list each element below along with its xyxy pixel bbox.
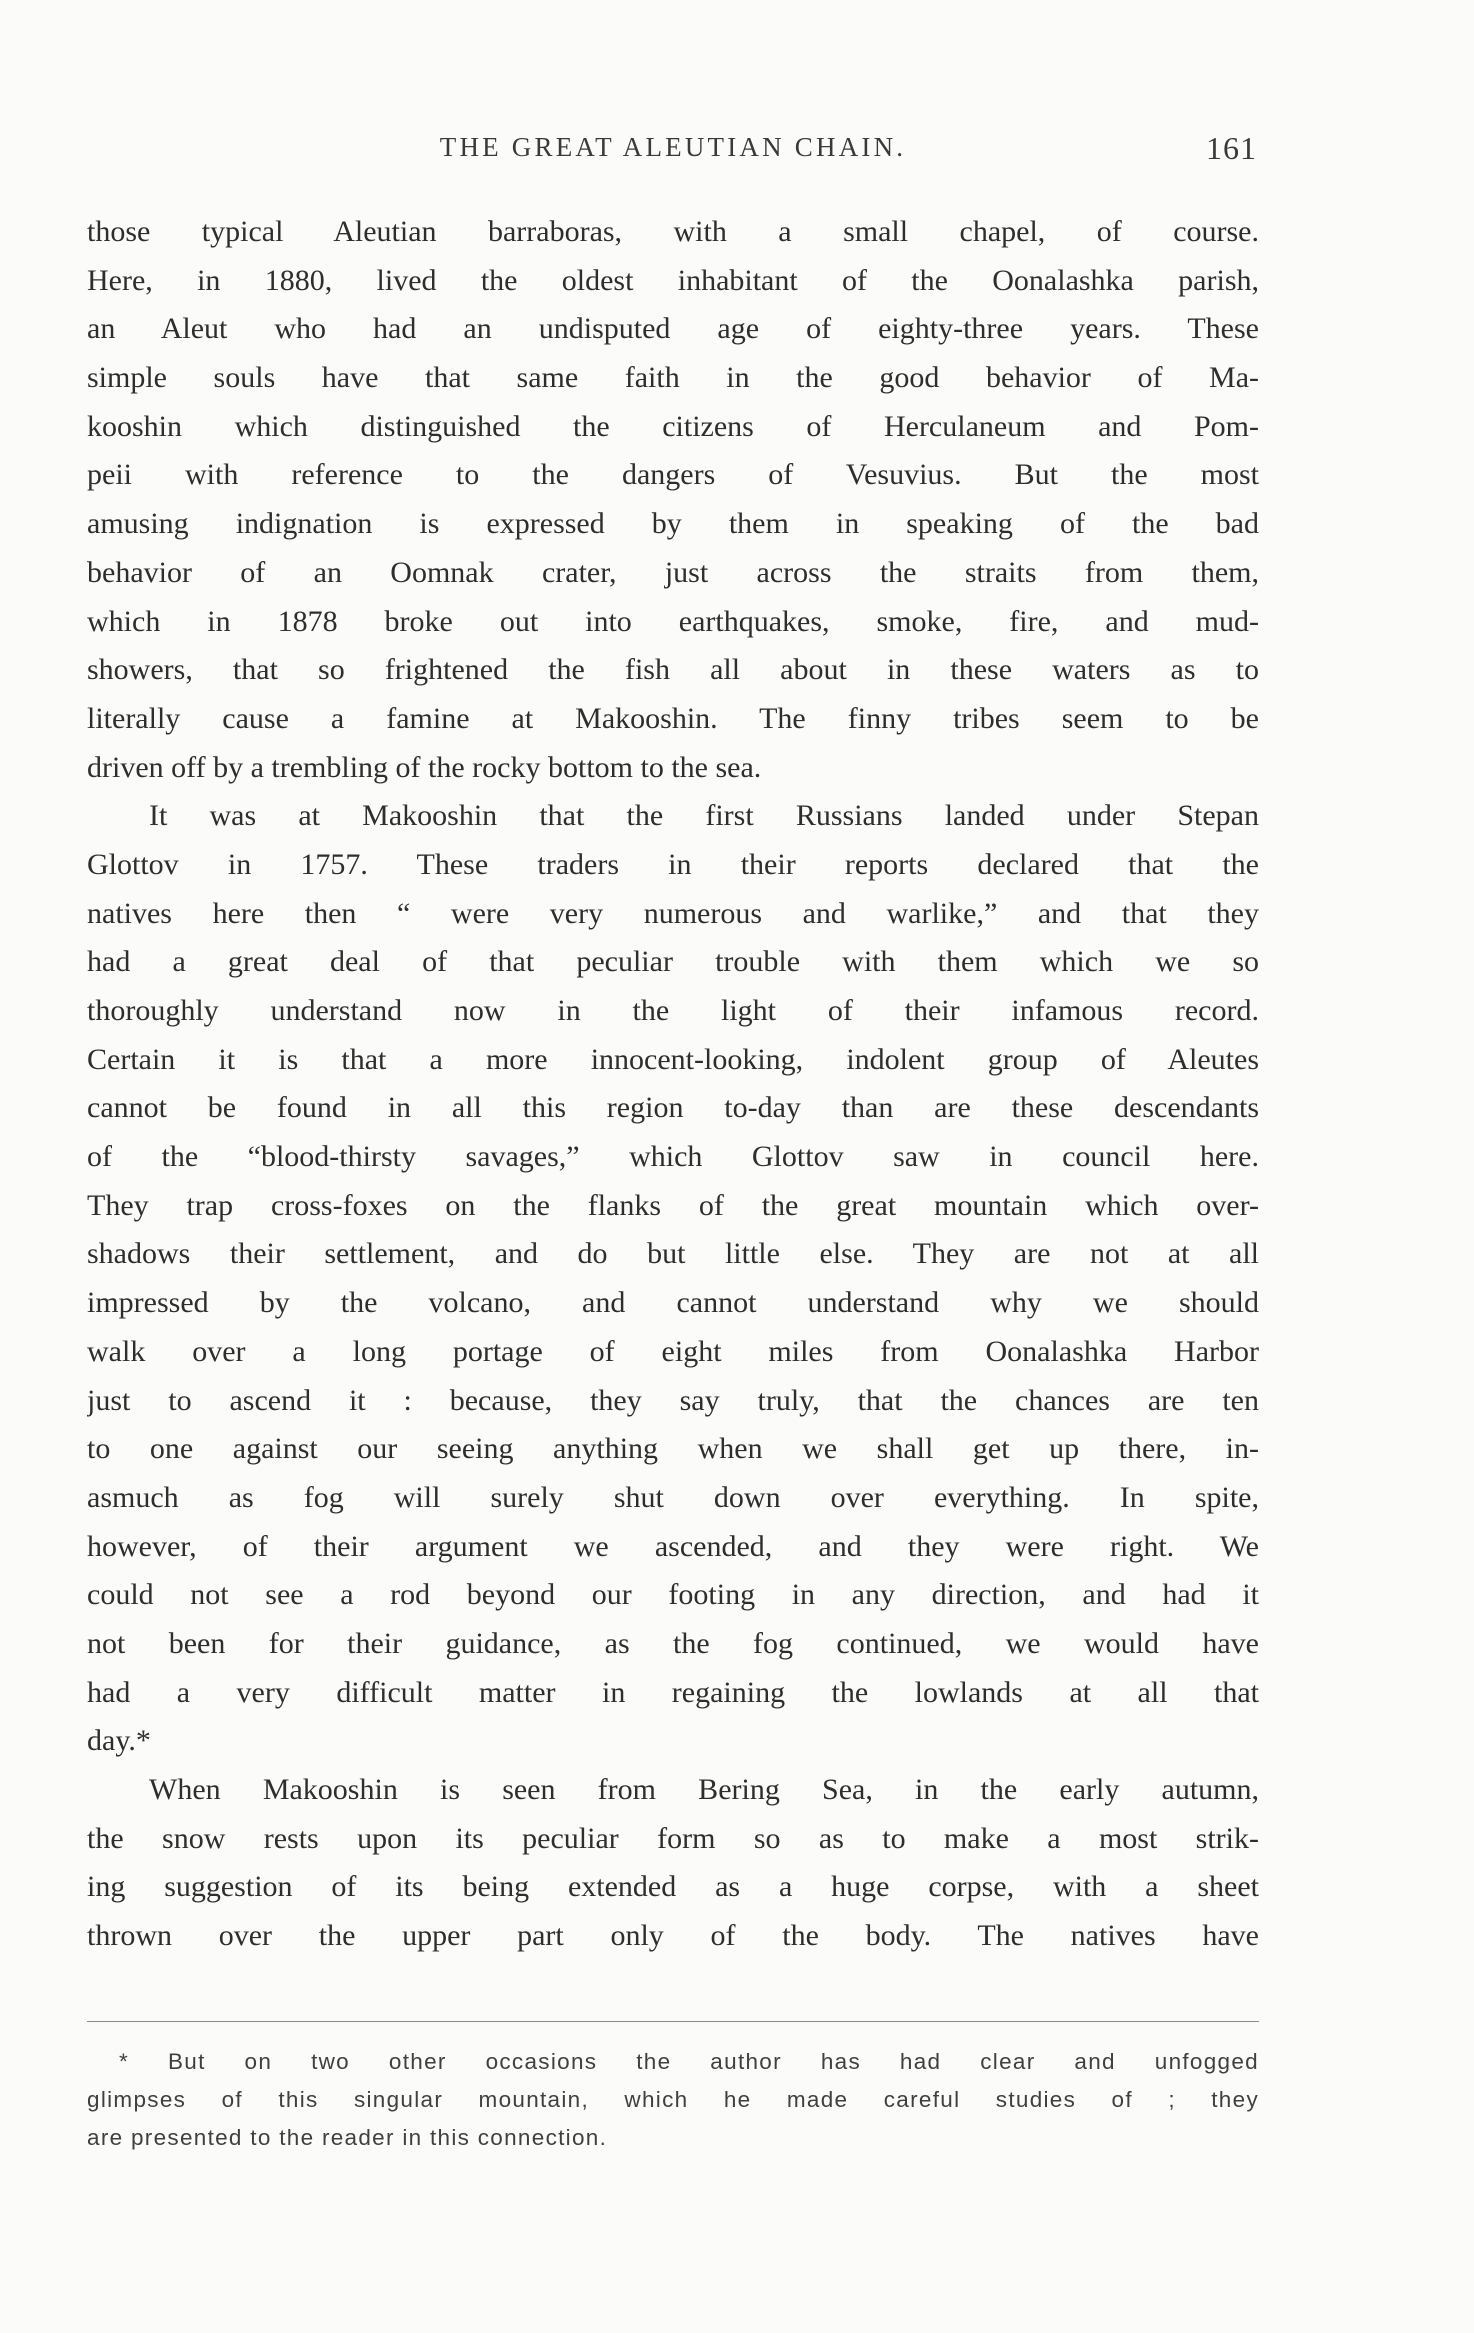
text-line: of the “blood-thirsty savages,” which Glottov saw in council here. <box>87 1140 1259 1174</box>
text-line: It was at Makooshin that the first Russians landed under Stepan <box>149 799 1259 833</box>
text-line: amusing indignation is expressed by them in speaking of the bad <box>87 507 1259 541</box>
text-line: had a great deal of that peculiar trouble with them which we so <box>87 945 1259 979</box>
text-line: natives here then “ were very numerous and warlike,” and that they <box>87 896 1259 930</box>
text-line: simple souls have that same faith in the good behavior of Ma- <box>87 361 1259 395</box>
text-line: When Makooshin is seen from Bering Sea, in the early autumn, <box>149 1773 1259 1806</box>
text-line: not been for their guidance, as the fog continued, we would have <box>87 1626 1259 1660</box>
footnote-line: are presented to the reader in this connection. <box>87 2125 608 2150</box>
footnote <box>87 2043 1259 2157</box>
text-line: Certain it is that a more innocent-looking, indolent group of Aleutes <box>87 1042 1259 1076</box>
text-line: however, of their argument we ascended, and they were right. We <box>87 1529 1259 1563</box>
text-line: Here, in 1880, lived the oldest inhabitant of the Oonalashka parish, <box>87 263 1259 297</box>
text-line: cannot be found in all this region to-day than are these descendants <box>87 1091 1259 1125</box>
text-line: an Aleut who had an undisputed age of eighty-three years. These <box>87 312 1259 346</box>
text-line: behavior of an Oomnak crater, just across the straits from them, <box>87 555 1259 589</box>
footnote-line: * But on two other occasions the author has had clear and unfogged <box>119 2049 1259 2074</box>
text-line: shadows their settlement, and do but little else. They are not at all <box>87 1237 1259 1271</box>
text-line: those typical Aleutian barraboras, with a small chapel, of course. <box>87 215 1259 248</box>
text-line: thoroughly understand now in the light of their infamous record. <box>87 994 1259 1027</box>
footnote-line: glimpses of this singular mountain, which he made careful studies of ; they <box>87 2087 1259 2112</box>
running-head-title: THE GREAT ALEUTIAN CHAIN. <box>439 132 907 162</box>
text-line: Glottov in 1757. These traders in their reports declared that the <box>87 847 1259 881</box>
text-line: thrown over the upper part only of the body. The natives have <box>87 1919 1259 1953</box>
text-line: which in 1878 broke out into earthquakes, smoke, fire, and mud- <box>87 604 1259 638</box>
book-page <box>87 0 1259 2333</box>
text-line: walk over a long portage of eight miles from Oonalashka Harbor <box>87 1334 1259 1368</box>
text-line: driven off by a trembling of the rocky bottom to the sea. <box>87 750 762 784</box>
body-text <box>87 208 1259 1961</box>
text-line: could not see a rod beyond our footing in any direction, and had it <box>87 1578 1259 1612</box>
footnote-rule <box>87 2021 1259 2022</box>
running-head <box>87 132 1259 176</box>
text-line: the snow rests upon its peculiar form so as to make a most strik- <box>87 1821 1259 1855</box>
text-line: day.* <box>87 1724 151 1758</box>
text-line: kooshin which distinguished the citizens of Herculaneum and Pom- <box>87 409 1259 443</box>
text-line: just to ascend it : because, they say truly, that the chances are ten <box>87 1383 1259 1417</box>
text-line: to one against our seeing anything when we shall get up there, in- <box>87 1432 1259 1466</box>
text-line: peii with reference to the dangers of Vesuvius. But the most <box>87 458 1259 492</box>
text-line: ing suggestion of its being extended as a huge corpse, with a sheet <box>87 1870 1259 1904</box>
page-number: 161 <box>1206 130 1257 166</box>
text-line: impressed by the volcano, and cannot understand why we should <box>87 1286 1259 1320</box>
text-line: had a very difficult matter in regaining the lowlands at all that <box>87 1675 1259 1709</box>
text-line: literally cause a famine at Makooshin. The finny tribes seem to be <box>87 701 1259 735</box>
text-line: They trap cross-foxes on the flanks of the great mountain which over- <box>87 1188 1259 1222</box>
text-line: asmuch as fog will surely shut down over everything. In spite, <box>87 1480 1259 1514</box>
text-line: showers, that so frightened the fish all about in these waters as to <box>87 653 1259 687</box>
